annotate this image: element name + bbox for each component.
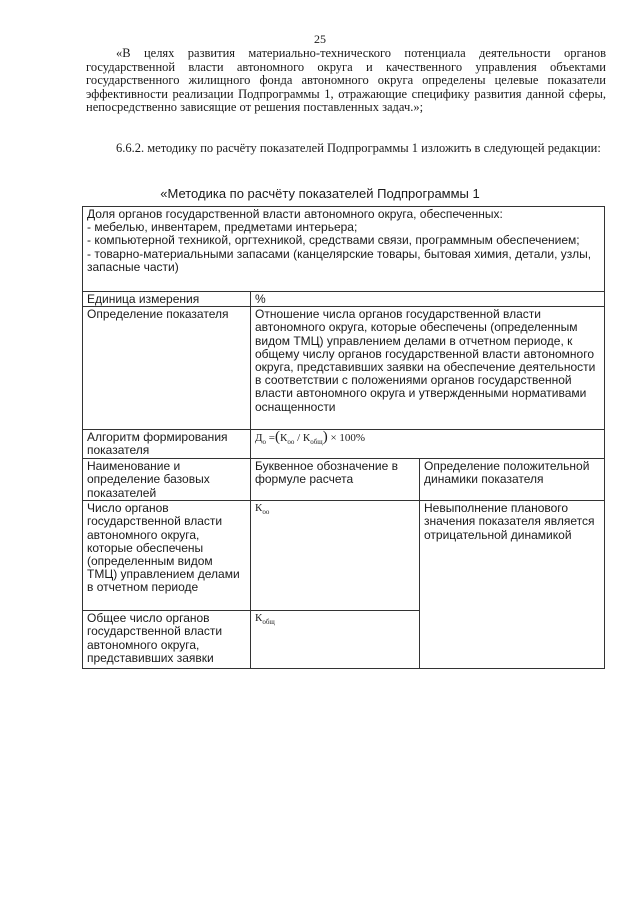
formula: $Д_о =(К_{оо} / К_{общ}) \times 100\%$ — [255, 429, 366, 447]
indicator-item-line: - товарно-материальными запасами (канцелярские товары, бытовая химия, детали, узлы, запасные части) — [87, 246, 592, 274]
algorithm-label: Алгоритм формирования показателя — [83, 430, 251, 459]
indicator-title-line: Доля органов государственной власти автономного округа, обеспеченных: — [87, 207, 503, 221]
base-indicator-row — [83, 501, 605, 611]
definition-value: Отношение числа органов государственной власти автономного округа, которые обеспечены (определенным видом ТМЦ) управлением делами в отчетном периоде, к общему числу органов государственной власти автономного округа, представивших заявки на обеспечение деятельности в соответствии с положениями органов государственной власти автономного округа и утвержденными нормативами оснащенности — [251, 307, 605, 430]
dynamics-definition: Невыполнение планового значения показателя является отрицательной динамикой — [420, 501, 605, 669]
indicator-item-line: - компьютерной техникой, оргтехникой, средствами связи, программным обеспечением; — [87, 233, 580, 248]
base-indicator-name: Число органов государственной власти автономного округа, которые обеспечены (определенным видом ТМЦ) управлением делами в отчетном периоде — [83, 501, 251, 611]
base-indicator-symbol: $К_{оо}$ — [251, 501, 420, 611]
unit-value: % — [251, 292, 605, 307]
definition-label: Определение показателя — [83, 307, 251, 430]
section-title: «Методика по расчёту показателей Подпрограммы 1 — [160, 186, 480, 201]
formula-cell — [251, 430, 605, 459]
base-indicator-symbol: $К_{общ}$ — [251, 611, 420, 669]
column-header: Определение положительной динамики показателя — [420, 459, 605, 501]
unit-row — [83, 292, 605, 307]
column-header-row — [83, 459, 605, 501]
column-header: Буквенное обозначение в формуле расчета — [251, 459, 420, 501]
algorithm-row — [83, 430, 605, 459]
column-header: Наименование и определение базовых показателей — [83, 459, 251, 501]
indicator-name-cell — [83, 207, 605, 292]
indicator-item-line: - мебелью, инвентарем, предметами интерьера; — [87, 220, 358, 235]
methodology-table — [82, 206, 605, 669]
page-number: 25 — [314, 32, 326, 46]
base-indicator-name: Общее число органов государственной власти автономного округа, представивших заявки — [83, 611, 251, 669]
amendment-paragraph: 6.6.2. методику по расчёту показателей Подпрограммы 1 изложить в следующей редакции: — [116, 141, 601, 155]
indicator-header-row — [83, 207, 605, 292]
definition-row — [83, 307, 605, 430]
intro-paragraph: «В целях развития материально-технического потенциала деятельности органов государственной власти автономного округа и качественного управления объектами государственного жилищного фонда автономного округа определены целевые показатели эффективности реализации Подпрограммы 1, отражающие специфику развития данной сферы, непосредственно зависящие от решения поставленных задач.»; — [86, 46, 606, 115]
unit-label: Единица измерения — [83, 292, 251, 307]
